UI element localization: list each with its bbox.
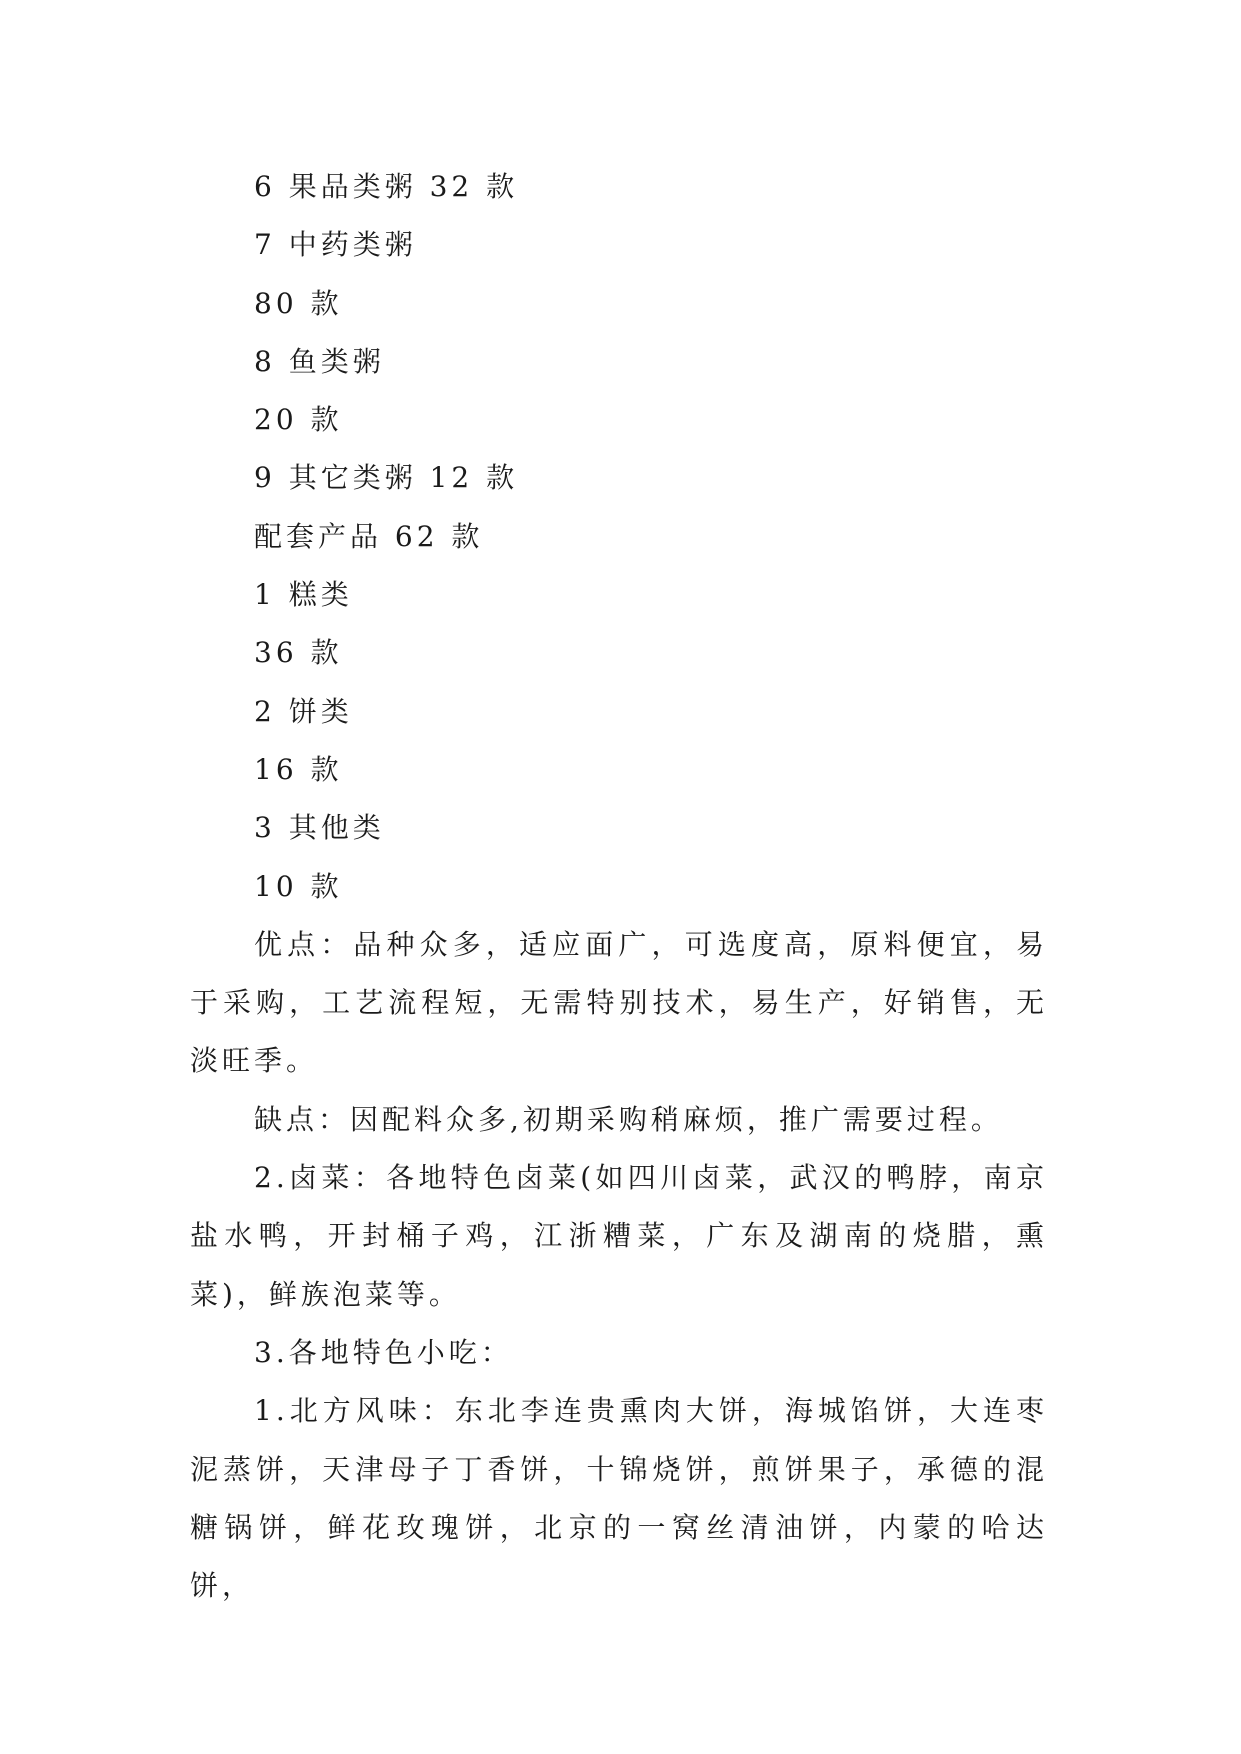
list-line: 配套产品 62 款 bbox=[254, 519, 484, 553]
list-line: 36 款 bbox=[254, 636, 343, 670]
list-line: 3 其他类 bbox=[254, 811, 385, 845]
snacks-heading: 3.各地特色小吃： bbox=[254, 1335, 513, 1369]
list-line: 2 饼类 bbox=[254, 694, 353, 728]
list-line: 1 糕类 bbox=[254, 578, 353, 612]
document-body bbox=[190, 158, 1048, 1615]
list-line: 16 款 bbox=[254, 752, 343, 786]
braised-dishes-paragraph: 2.卤菜：各地特色卤菜(如四川卤菜，武汉的鸭脖，南京盐水鸭，开封桶子鸡，江浙糟菜，广东及湖南的烧腊，熏菜)，鲜族泡菜等。 bbox=[190, 1161, 1048, 1311]
northern-flavor-paragraph: 1.北方风味：东北李连贵熏肉大饼，海城馅饼，大连枣泥蒸饼，天津母子丁香饼，十锦烧饼，煎饼果子，承德的混糖锅饼，鲜花玫瑰饼，北京的一窝丝清油饼，内蒙的哈达饼， bbox=[190, 1394, 1048, 1603]
list-line: 10 款 bbox=[254, 869, 343, 903]
list-line: 8 鱼类粥 bbox=[254, 344, 385, 378]
list-line: 6 果品类粥 32 款 bbox=[254, 170, 519, 203]
list-line: 9 其它类粥 12 款 bbox=[254, 461, 519, 495]
advantages-paragraph: 优点：品种众多，适应面广，可选度高，原料便宜，易于采购，工艺流程短，无需特别技术，易生产，好销售，无淡旺季。 bbox=[190, 927, 1048, 1078]
disadvantages-paragraph: 缺点：因配料众多,初期采购稍麻烦，推广需要过程。 bbox=[254, 1102, 1003, 1136]
list-line: 80 款 bbox=[254, 286, 343, 320]
list-line: 7 中药类粥 bbox=[254, 228, 417, 262]
list-line: 20 款 bbox=[254, 403, 343, 437]
